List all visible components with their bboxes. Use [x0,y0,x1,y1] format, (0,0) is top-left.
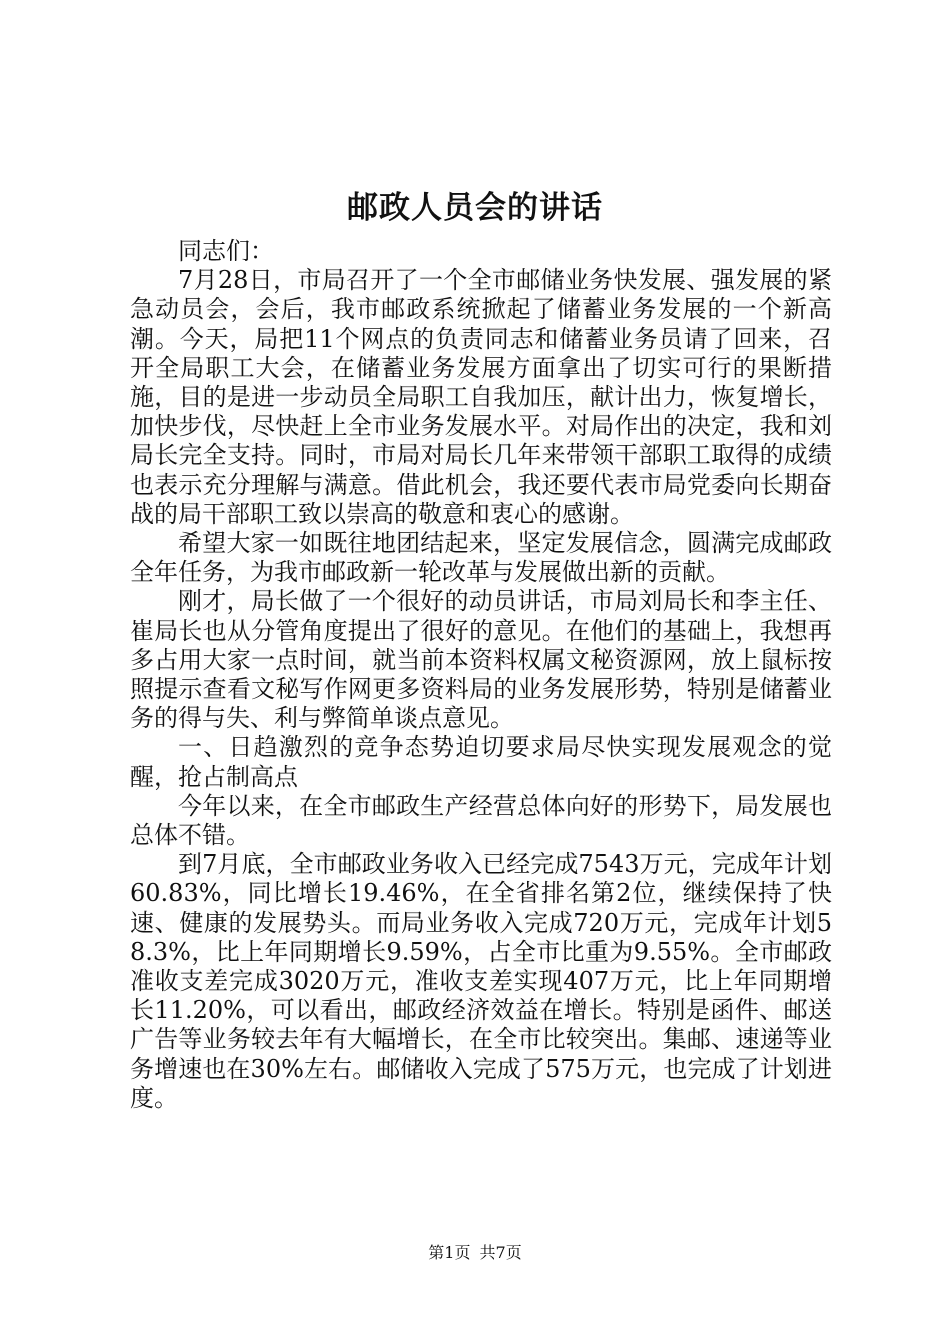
body-paragraph: 7月28日，市局召开了一个全市邮储业务快发展、强发展的紧急动员会，会后，我市邮政系统掀起了储蓄业务发展的一个新高潮。今天，局把11个网点的负责同志和储蓄业务员请了回来，召开全局职工大会，在储蓄业务发展方面拿出了切实可行的果断措施，目的是进一步动员全局职工自我加压，献计出力，恢复增长，加快步伐，尽快赶上全市业务发展水平。对局作出的决定，我和刘局长完全支持。同时，市局对局长几年来带领干部职工取得的成绩也表示充分理解与满意。借此机会，我还要代表市局党委向长期奋战的局干部职工致以崇高的敬意和衷心的感谢。 [130,266,832,528]
body-paragraph: 刚才，局长做了一个很好的动员讲话，市局刘局长和李主任、崔局长也从分管角度提出了很好的意见。在他们的基础上，我想再多占用大家一点时间，就当前本资料权属文秘资源网，放上鼠标按照提示查看文秘写作网更多资料局的业务发展形势，特别是储蓄业务的得与失、利与弊简单谈点意见。 [130,587,832,733]
body-paragraph: 今年以来，在全市邮政生产经营总体向好的形势下，局发展也总体不错。 [130,791,832,850]
document-body [130,237,832,1113]
salutation-paragraph: 同志们： [178,237,274,265]
document-title: 邮政人员会的讲话 [347,190,603,226]
page-number: 第1页 [428,1243,471,1262]
body-paragraph: 到7月底，全市邮政业务收入已经完成7543万元，完成年计划60.83%，同比增长19.46%，在全省排名第2位，继续保持了快速、健康的发展势头。而局业务收入完成720万元，完成年计划58.3%，比上年同期增长9.59%，占全市比重为9.55%。全市邮政准收支差完成3020万元，准收支差实现407万元，比上年同期增长11.20%，可以看出，邮政经济效益在增长。特别是函件、邮送广告等业务较去年有大幅增长，在全市比较突出。集邮、速递等业务增速也在30%左右。邮储收入完成了575万元，也完成了计划进度。 [130,850,832,1112]
page-footer [0,1242,950,1264]
body-paragraph: 希望大家一如既往地团结起来，坚定发展信念，圆满完成邮政全年任务，为我市邮政新一轮改革与发展做出新的贡献。 [130,529,832,587]
page-total: 共7页 [479,1243,522,1262]
section-heading: 一、日趋激烈的竞争态势迫切要求局尽快实现发展观念的觉醒，抢占制高点 [130,733,832,791]
